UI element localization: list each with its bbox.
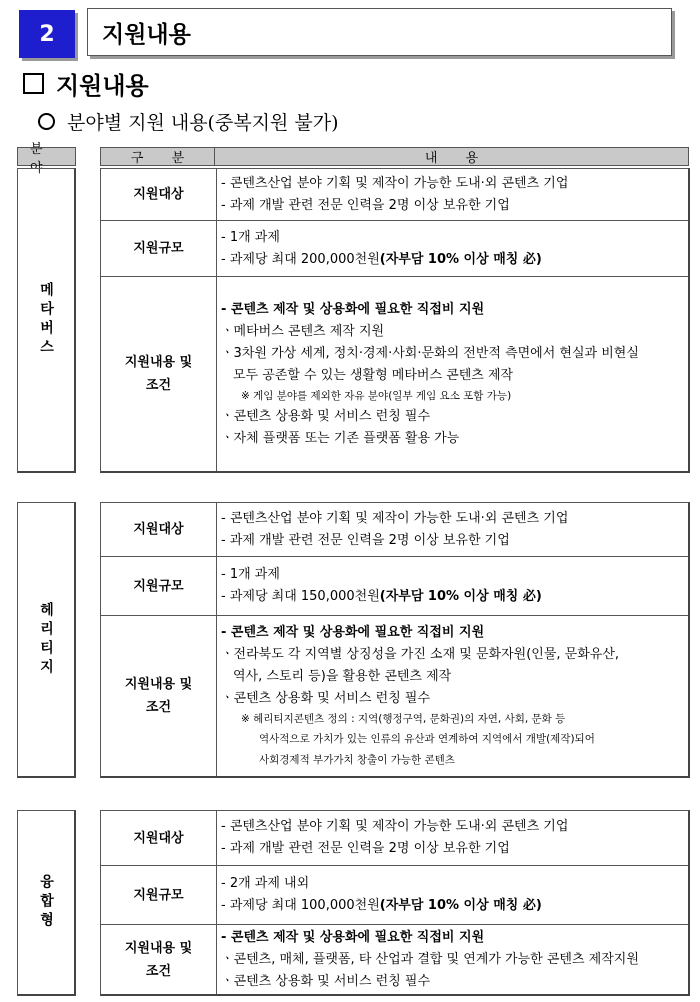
table-row bbox=[101, 557, 688, 616]
field-heritage: 헤리티지 bbox=[17, 502, 76, 778]
category-cell: 지원규모 bbox=[101, 557, 217, 615]
content-cell: - 콘텐츠 제작 및 상용화에 필요한 직접비 지원 ㆍ메타버스 콘텐츠 제작 지원 ㆍ3차원 가상 세계, 정치·경제·사회·문화의 전반적 측면에서 현실과 비현실 모두 공존할 수 있는 생활형 메타버스 콘텐츠 제작 ※ 게임 분야를 제외한 자유 분야(일부 게임 요소 포함 가능) ㆍ콘텐츠 상용화 및 서비스 런칭 필수 ㆍ자체 플랫폼 또는 기존 플랫폼 활용 가능 bbox=[221, 301, 639, 446]
content-cell: - 콘텐츠산업 분야 기획 및 제작이 가능한 도내·외 콘텐츠 기업 - 과제 개발 관련 전문 인력을 2명 이상 보유한 기업 bbox=[221, 819, 569, 856]
field-header: 분 야 bbox=[17, 147, 76, 166]
category-cell: 지원내용 및 조건 bbox=[101, 277, 217, 471]
table-row bbox=[101, 169, 688, 221]
category-cell: 지원내용 및 조건 bbox=[101, 616, 217, 776]
content-cell: - 콘텐츠산업 분야 기획 및 제작이 가능한 도내·외 콘텐츠 기업 - 과제 개발 관련 전문 인력을 2명 이상 보유한 기업 bbox=[221, 510, 569, 548]
content-cell: - 콘텐츠산업 분야 기획 및 제작이 가능한 도내·외 콘텐츠 기업 - 과제 개발 관련 전문 인력을 2명 이상 보유한 기업 bbox=[221, 175, 569, 213]
heading bbox=[23, 66, 149, 101]
category-cell: 지원규모 bbox=[101, 866, 217, 924]
table-row bbox=[101, 866, 688, 925]
table-row bbox=[101, 277, 688, 471]
field-metaverse: 메타버스 bbox=[17, 168, 76, 473]
category-cell: 지원대상 bbox=[101, 811, 217, 865]
content-cell: - 1개 과제 - 과제당 최대 150,000천원(자부담 10% 이상 매칭 必) bbox=[221, 567, 542, 604]
table-row bbox=[101, 811, 688, 866]
section-heritage bbox=[100, 502, 690, 778]
section-title-box bbox=[87, 8, 672, 56]
section-number-badge: 2 bbox=[19, 10, 75, 58]
category-cell: 지원내용 및 조건 bbox=[101, 925, 217, 994]
section-title: 지원내용 bbox=[102, 21, 191, 48]
field-convergence: 융합형 bbox=[17, 810, 76, 996]
category-header: 구 분 bbox=[100, 147, 215, 166]
table-row bbox=[101, 503, 688, 557]
category-cell: 지원규모 bbox=[101, 221, 217, 276]
table-row bbox=[101, 616, 688, 776]
content-cell: - 콘텐츠 제작 및 상용화에 필요한 직접비 지원 ㆍ콘텐츠, 매체, 플랫폼, 타 산업과 결합 및 연계가 가능한 콘텐츠 제작지원 ㆍ콘텐츠 상용화 및 서비스 런칭 필수 bbox=[221, 929, 639, 989]
square-bullet-icon bbox=[23, 73, 44, 94]
content-cell: - 콘텐츠 제작 및 상용화에 필요한 직접비 지원 ㆍ전라북도 각 지역별 상징성을 가진 소재 및 문화자원(인물, 문화유산, 역사, 스토리 등)을 활용한 콘텐츠 제작 ㆍ콘텐츠 상용화 및 서비스 런칭 필수 ※ 헤리티지콘텐츠 정의 : 지역(행정구역, 문화권)의 자연, 사회, 문화 등 역사적으로 가치가 있는 인류의 유산과 연계하여 지역에서 개발(제작)되어 사회경제적 부가가치 창출이 가능한 콘텐츠 bbox=[221, 624, 620, 766]
content-header: 내 용 bbox=[214, 147, 689, 166]
circle-bullet-icon bbox=[38, 113, 55, 130]
table-row bbox=[101, 221, 688, 277]
category-cell: 지원대상 bbox=[101, 169, 217, 220]
content-cell: - 2개 과제 내외 - 과제당 최대 100,000천원(자부담 10% 이상 매칭 必) bbox=[221, 876, 542, 913]
table-row bbox=[101, 925, 688, 994]
subheading bbox=[38, 108, 339, 135]
section-convergence bbox=[100, 810, 690, 996]
section-metaverse bbox=[100, 168, 690, 473]
subheading-text: 분야별 지원 내용(중복지원 불가) bbox=[67, 112, 339, 134]
category-cell: 지원대상 bbox=[101, 503, 217, 556]
heading-text: 지원내용 bbox=[56, 72, 149, 100]
content-cell: - 1개 과제 - 과제당 최대 200,000천원(자부담 10% 이상 매칭 必) bbox=[221, 229, 542, 267]
